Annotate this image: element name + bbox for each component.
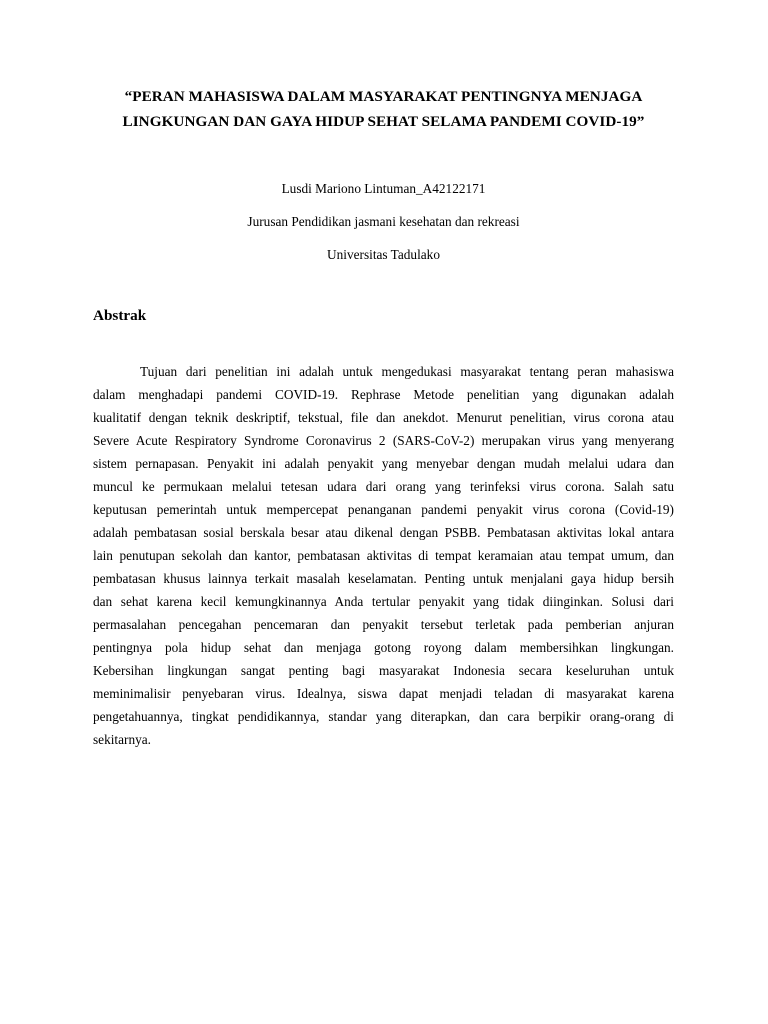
abstract-line: kualitatif dengan teknik deskriptif, tekstual, file dan anekdot. Menurut penelitian, virus corona atau bbox=[93, 410, 674, 425]
abstract-line: adalah pembatasan sosial berskala besar atau dikenal dengan PSBB. Pembatasan aktivitas lokal antara bbox=[93, 525, 674, 540]
abstract-line: dan sehat karena kecil kemungkinannya Anda tertular penyakit yang tidak diinginkan. Solusi dari bbox=[93, 594, 674, 609]
abstract-line: sistem pernapasan. Penyakit ini adalah penyakit yang menyebar dengan mudah melalui udara dan bbox=[93, 456, 674, 471]
abstract-line: Kebersihan lingkungan sangat penting bagi masyarakat Indonesia secara keseluruhan untuk bbox=[93, 663, 674, 678]
abstract-line: Severe Acute Respiratory Syndrome Coronavirus 2 (SARS-CoV-2) merupakan virus yang menyerang bbox=[93, 433, 674, 448]
abstract-line: meminimalisir penyebaran virus. Idealnya, siswa dapat menjadi teladan di masyarakat karena bbox=[93, 686, 674, 701]
abstract-line: permasalahan pencegahan pencemaran dan penyakit tersebut terletak pada pemberian anjuran bbox=[93, 617, 674, 632]
abstract-line: Tujuan dari penelitian ini adalah untuk mengedukasi masyarakat tentang peran mahasiswa bbox=[140, 364, 674, 379]
document-title bbox=[93, 84, 674, 134]
abstract-line: pentingnya pola hidup sehat dan menjaga gotong royong dalam membersihkan lingkungan. bbox=[93, 640, 674, 655]
abstract-line: lain penutupan sekolah dan kantor, pembatasan aktivitas di tempat keramaian atau tempat umum, dan bbox=[93, 548, 674, 563]
abstract-line: sekitarnya. bbox=[93, 732, 151, 747]
university-name: Universitas Tadulako bbox=[327, 247, 440, 262]
abstract-line: pengetahuannya, tingkat pendidikannya, standar yang diterapkan, dan cara berpikir orang-orang di bbox=[93, 709, 674, 724]
abstract-heading: Abstrak bbox=[93, 307, 147, 324]
author-name: Lusdi Mariono Lintuman_A42122171 bbox=[281, 181, 486, 196]
title-line: “PERAN MAHASISWA DALAM MASYARAKAT PENTINGNYA MENJAGA bbox=[124, 88, 643, 105]
abstract-line: keputusan pemerintah untuk mempercepat penanganan pandemi penyakit virus corona (Covid-19) bbox=[93, 502, 674, 517]
abstract-body bbox=[93, 360, 674, 751]
title-line: LINGKUNGAN DAN GAYA HIDUP SEHAT SELAMA PANDEMI COVID-19” bbox=[122, 113, 645, 130]
abstract-line: muncul ke permukaan melalui tetesan udara dari orang yang terinfeksi virus corona. Salah satu bbox=[93, 479, 674, 494]
abstract-line: pembatasan khusus lainnya terkait masalah keselamatan. Penting untuk menjalani gaya hidup bersih bbox=[93, 571, 674, 586]
department-name: Jurusan Pendidikan jasmani kesehatan dan rekreasi bbox=[247, 214, 520, 229]
abstract-line: dalam menghadapi pandemi COVID-19. Rephrase Metode penelitian yang digunakan adalah bbox=[93, 387, 674, 402]
